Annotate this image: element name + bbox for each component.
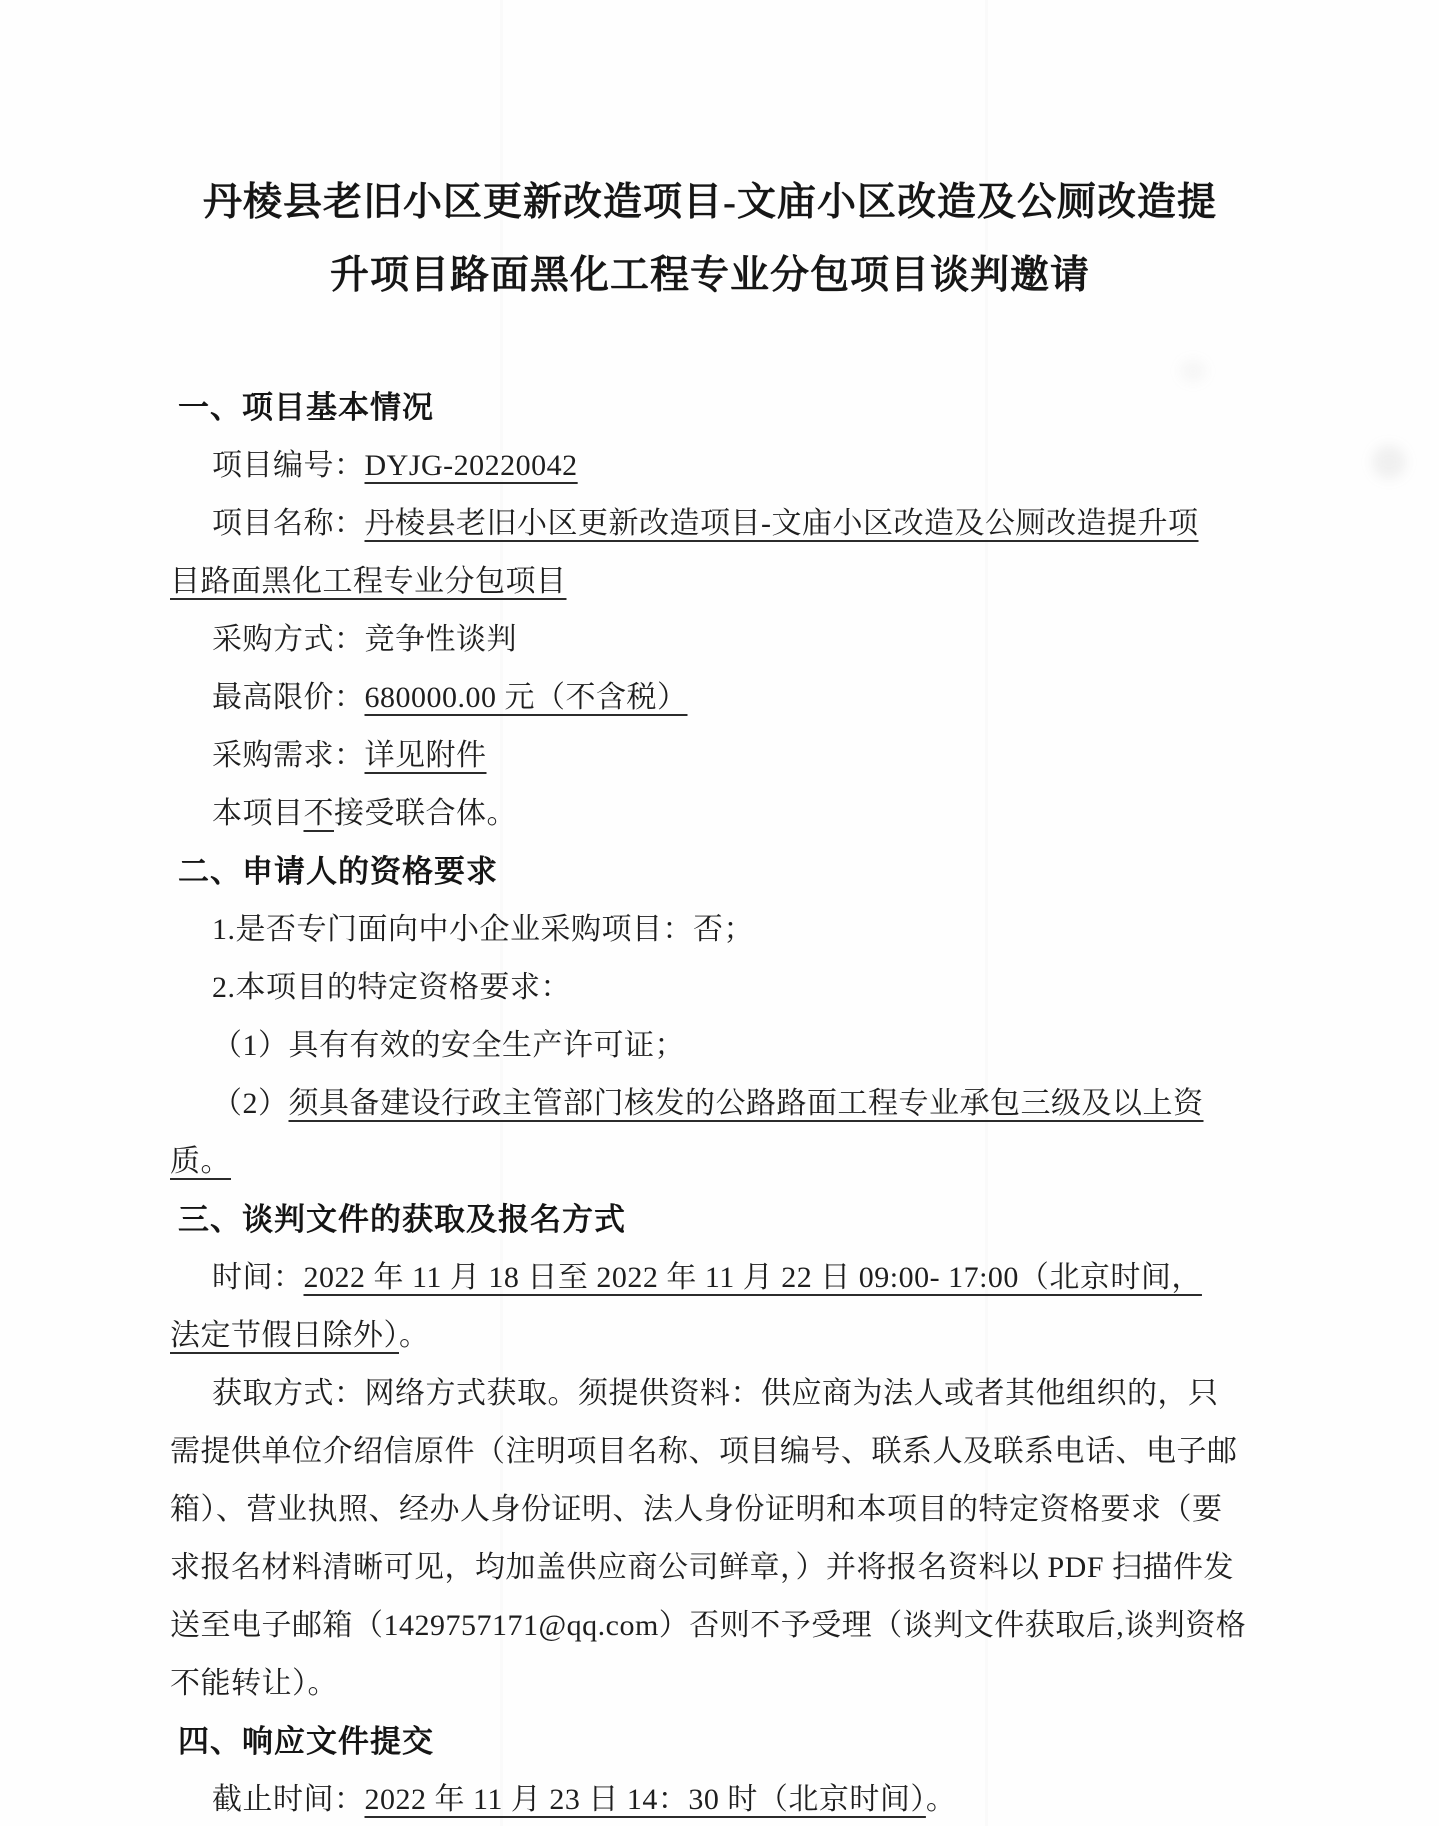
specific-requirement-2-line-2: [0, 1133, 1439, 1191]
project-name-line-1: [0, 495, 1439, 553]
project-number-line: [0, 437, 1439, 495]
specific-requirement-1: [0, 1017, 1439, 1075]
obtain-method-line-6: [0, 1655, 1439, 1713]
text-segment: 送至电子邮箱（1429757171@qq.com）否则不予受理（谈判文件获取后,谈判资格: [170, 1609, 1247, 1642]
document-title-line-1: 丹棱县老旧小区更新改造项目-文庙小区改造及公厕改造提: [203, 181, 1217, 224]
procurement-method-line: [0, 611, 1439, 669]
text-segment: 接受联合体。: [334, 797, 517, 830]
text-segment: 求报名材料清晰可见，均加盖供应商公司鲜章，）并将报名资料以 PDF 扫描件发: [170, 1551, 1235, 1584]
text-segment: 一、项目基本情况: [178, 390, 434, 425]
text-segment: 质。: [170, 1145, 231, 1178]
deadline-line: [0, 1771, 1439, 1826]
text-segment: 详见附件: [364, 739, 487, 772]
document-title-line-2: 升项目路面黑化工程专业分包项目谈判邀请: [329, 254, 1090, 297]
text-segment: （1）具有有效的安全生产许可证；: [212, 1029, 685, 1062]
time-line-2: [0, 1307, 1439, 1365]
obtain-method-line-5: [0, 1597, 1439, 1655]
text-segment: 。: [925, 1783, 957, 1816]
obtain-method-line-3: [0, 1481, 1439, 1539]
text-segment: 时间：: [212, 1261, 304, 1294]
text-segment: 截止时间：: [212, 1783, 365, 1816]
obtain-method-line-2: [0, 1423, 1439, 1481]
text-segment: DYJG-20220042: [364, 449, 578, 482]
text-segment: 采购需求：: [212, 739, 365, 772]
text-segment: 四、响应文件提交: [178, 1724, 434, 1759]
text-segment: 采购方式：竞争性谈判: [212, 623, 517, 656]
text-segment: 1.是否专门面向中小企业采购项目：否；: [212, 913, 754, 946]
text-segment: 获取方式：网络方式获取。须提供资料：供应商为法人或者其他组织的，只: [212, 1377, 1219, 1410]
qualification-item-2: [0, 959, 1439, 1017]
specific-requirement-2-line-1: [0, 1075, 1439, 1133]
text-segment: 本项目: [212, 797, 304, 830]
text-segment: 须具备建设行政主管部门核发的公路路面工程专业承包三级及以上资: [288, 1087, 1204, 1120]
obtain-method-line-4: [0, 1539, 1439, 1597]
text-segment: 项目编号：: [212, 449, 365, 482]
procurement-demand-line: [0, 727, 1439, 785]
section-4-heading: [0, 1713, 1439, 1771]
text-segment: 项目名称：: [212, 507, 365, 540]
text-segment: 不: [303, 797, 334, 830]
project-name-line-2: [0, 553, 1439, 611]
section-3-heading: [0, 1191, 1439, 1249]
time-line-1: [0, 1249, 1439, 1307]
text-segment: 箱）、营业执照、经办人身份证明、法人身份证明和本项目的特定资格要求（要: [170, 1493, 1223, 1526]
text-segment: 680000.00 元（不含税）: [364, 681, 688, 714]
document-lines: [0, 379, 1439, 1826]
text-segment: 丹棱县老旧小区更新改造项目-文庙小区改造及公厕改造提升项: [364, 507, 1199, 540]
max-price-line: [0, 669, 1439, 727]
text-segment: 法定节假日除外）: [170, 1319, 399, 1352]
text-segment: 需提供单位介绍信原件（注明项目名称、项目编号、联系人及联系电话、电子邮: [170, 1435, 1238, 1468]
text-segment: 。: [399, 1319, 430, 1352]
text-segment: 2022 年 11 月 18 日至 2022 年 11 月 22 日 09:00- 17:00（北京时间，: [303, 1261, 1202, 1294]
text-segment: 最高限价：: [212, 681, 365, 714]
obtain-method-line-1: [0, 1365, 1439, 1423]
document-title: [20, 166, 1400, 312]
text-segment: 2.本项目的特定资格要求：: [212, 971, 571, 1004]
text-segment: 二、申请人的资格要求: [178, 854, 498, 889]
section-2-heading: [0, 843, 1439, 901]
text-segment: 目路面黑化工程专业分包项目: [170, 565, 567, 598]
text-segment: （2）: [212, 1087, 289, 1120]
text-segment: 不能转让）。: [170, 1667, 338, 1700]
qualification-item-1: [0, 901, 1439, 959]
text-segment: 三、谈判文件的获取及报名方式: [178, 1202, 626, 1237]
text-segment: 2022 年 11 月 23 日 14：30 时（北京时间）: [364, 1783, 926, 1816]
no-consortium-line: [0, 785, 1439, 843]
section-1-heading: [0, 379, 1439, 437]
